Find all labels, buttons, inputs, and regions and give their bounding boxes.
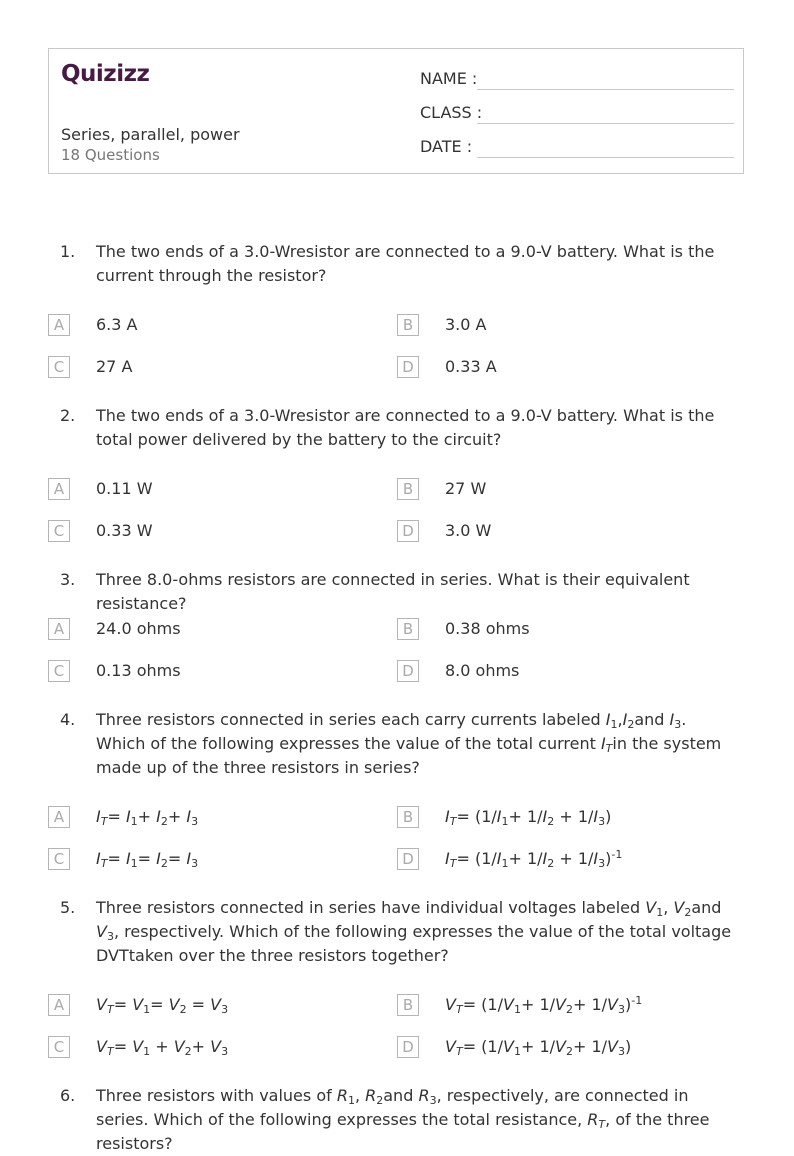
option-letter-box[interactable]: B [397,478,419,500]
question-number: 4. [60,710,76,729]
svg-text:Quizizz: Quizizz [61,61,150,87]
option-letter-box[interactable]: C [48,848,70,870]
option-letter-box[interactable]: D [397,848,419,870]
question-number: 3. [60,570,76,589]
option-letter-box[interactable]: C [48,520,70,542]
class-field[interactable] [420,99,734,125]
option-letter-box[interactable]: D [397,356,419,378]
name-field[interactable] [420,65,734,91]
question-text: Three resistors connected in series each carry currents labeled $I_1,I_2and$ $I_3$. Which of the following expresses the value of the total current $I_Tin$ the system made up of the three resistors in series? [96,710,722,777]
option-text: 0.38 ohms [445,619,530,638]
option-letter-box[interactable]: B [397,806,419,828]
option-text: 27 A [96,357,133,376]
question-text: The two ends of a 3.0-Wresistor are connected to a 9.0-V battery. What is the current through the resistor? [96,242,715,285]
option-text: 3.0 A [445,315,487,334]
question-text: Three 8.0-ohms resistors are connected in series. What is their equivalent resistance? [96,570,690,613]
option-letter-box[interactable]: A [48,618,70,640]
question-number: 5. [60,898,76,917]
option-letter-box[interactable]: D [397,660,419,682]
question-text: Three resistors connected in series have individual voltages labeled $V_1$, $V_2and$ $V_3$, respectively. Which of the following expresses the value of the total voltage DVTtaken over the three resistors together? [96,898,732,965]
question-count: 18 Questions [61,146,160,164]
question-number: 2. [60,406,76,425]
option-text: 3.0 W [445,521,492,540]
option-text: $I_T= (1/I_1+ 1/I_2 + 1/I_3)^{-1}$ [445,848,623,870]
option-letter-box[interactable]: C [48,356,70,378]
option-letter-box[interactable]: C [48,660,70,682]
option-text: $V_T= (1/V_1+ 1/V_2+ 1/V_3)^{-1}$ [445,994,643,1016]
option-letter-box[interactable]: A [48,806,70,828]
question-text: The two ends of a 3.0-Wresistor are connected to a 9.0-V battery. What is the total power delivered by the battery to the circuit? [96,406,715,449]
option-letter-box[interactable]: B [397,618,419,640]
question-text: Three resistors with values of $R_1$, $R_2and$ $R_3$, respectively, are connected in series. Which of the following expresses the total resistance, $R_T$, of the three resistors? [96,1086,710,1153]
date-line[interactable] [477,157,734,158]
option-text: $I_T= I_1= I_2= I_3$ [96,849,199,870]
date-label: DATE : [420,137,473,156]
option-letter-box[interactable]: A [48,314,70,336]
option-letter-box[interactable]: A [48,994,70,1016]
option-text: 0.33 A [445,357,497,376]
date-field[interactable] [420,133,734,159]
option-letter-box[interactable]: D [397,1036,419,1058]
name-line[interactable] [477,89,734,90]
option-letter-box[interactable]: D [397,520,419,542]
option-text: 6.3 A [96,315,138,334]
class-line[interactable] [477,123,734,124]
option-letter-box[interactable]: A [48,478,70,500]
option-letter-box[interactable]: B [397,314,419,336]
option-letter-box[interactable]: C [48,1036,70,1058]
option-text: 8.0 ohms [445,661,520,680]
worksheet-title: Series, parallel, power [61,125,240,144]
option-text: $I_T= (1/I_1+ 1/I_2 + 1/I_3)$ [445,807,612,828]
option-text: $V_T= V_1 + V_2+ V_3$ [96,1037,229,1058]
question-number: 6. [60,1086,76,1105]
class-label: CLASS : [420,103,483,122]
option-text: $V_T= V_1= V_2 = V_3$ [96,995,229,1016]
worksheet-header [48,48,744,174]
option-text: 0.13 ohms [96,661,181,680]
question-number: 1. [60,242,76,261]
option-text: $I_T= I_1+ I_2+ I_3$ [96,807,199,828]
option-text: 27 W [445,479,487,498]
option-text: $V_T= (1/V_1+ 1/V_2+ 1/V_3)$ [445,1037,632,1058]
option-text: 24.0 ohms [96,619,181,638]
option-letter-box[interactable]: B [397,994,419,1016]
option-text: 0.11 W [96,479,153,498]
name-label: NAME : [420,69,478,88]
option-text: 0.33 W [96,521,153,540]
quizizz-logo [61,59,153,89]
